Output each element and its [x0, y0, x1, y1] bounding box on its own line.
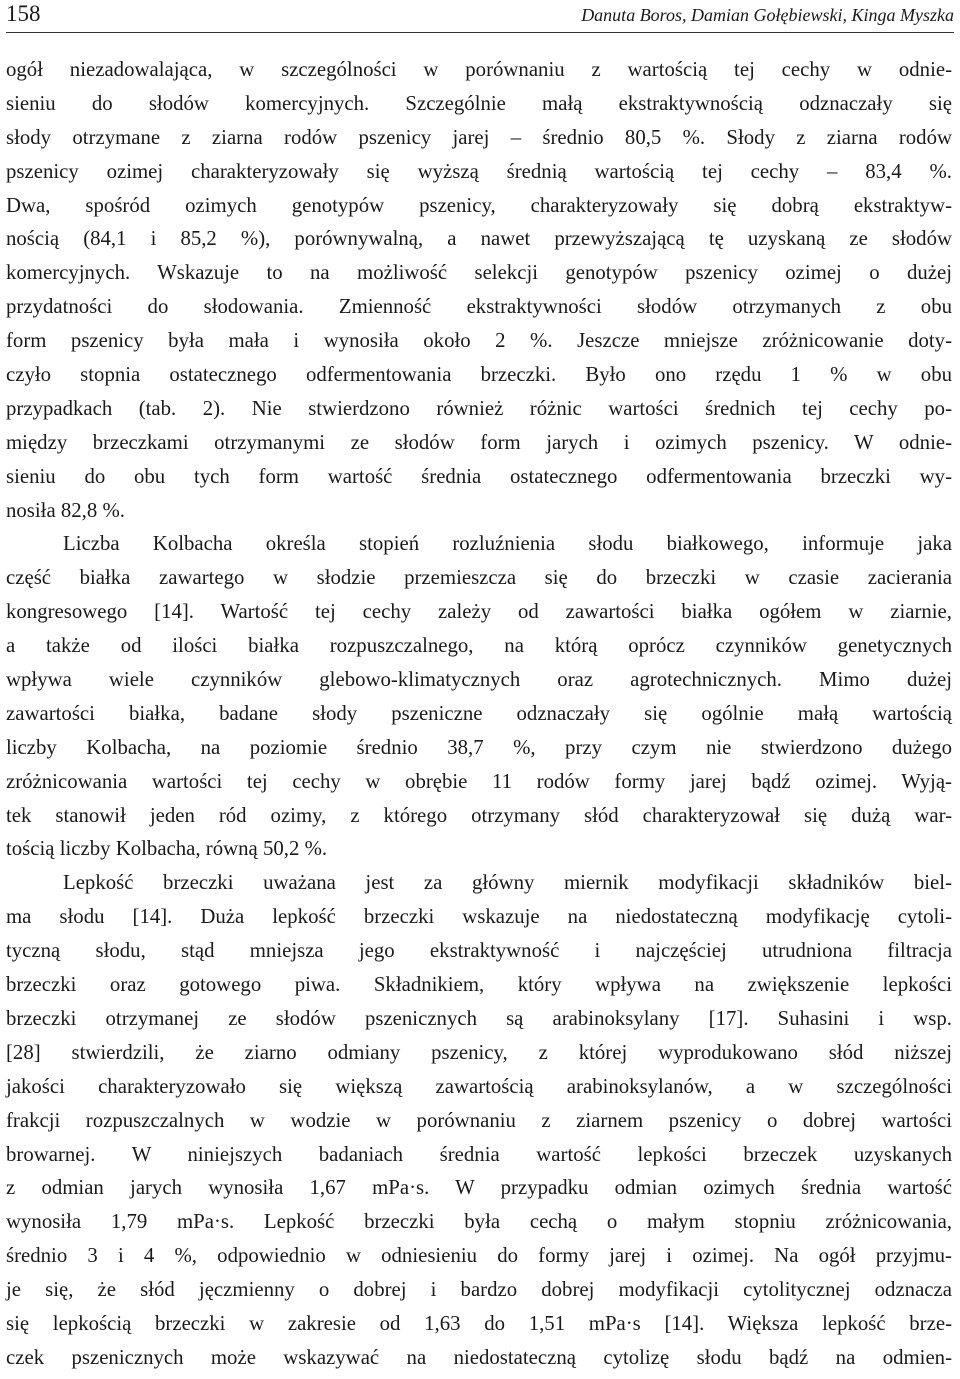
text-line: browarnej. W niniejszych badaniach średnia wartość lepkości brzeczek uzyskanych [6, 1142, 952, 1166]
text-line: część białka zawartego w słodzie przemieszcza się do brzeczki w czasie zacierania [6, 566, 952, 590]
text-line: wynosiła 1,79 mPa·s. Lepkość brzeczki była cechą o małym stopniu zróżnicowania, [6, 1210, 952, 1234]
text-line: form pszenicy była mała i wynosiła około 2 %. Jeszcze mniejsze zróżnicowanie doty- [6, 329, 952, 353]
text-line: przydatności do słodowania. Zmienność ekstraktywności słodów otrzymanych z obu [6, 295, 952, 319]
text-line: komercyjnych. Wskazuje to na możliwość selekcji genotypów pszenicy ozimej o dużej [6, 261, 952, 285]
text-line: zawartości białka, badane słody pszeniczne odznaczały się ogólnie małą wartością [6, 701, 952, 725]
text-line: jakości charakteryzowało się większą zawartością arabinoksylanów, a w szczególności [6, 1074, 952, 1098]
text-line: ogół niezadowalająca, w szczególności w porównaniu z wartością tej cechy w odnie- [6, 58, 952, 81]
running-head-authors: Danuta Boros, Damian Gołębiewski, Kinga Myszka [581, 5, 954, 25]
text-line: między brzeczkami otrzymanymi ze słodów form jarych i ozimych pszenicy. W odnie- [6, 430, 952, 454]
text-line: a także od ilości białka rozpuszczalnego, na którą oprócz czynników genetycznych [6, 634, 952, 658]
text-line: nosiła 82,8 %. [6, 498, 125, 522]
page-header [6, 0, 954, 33]
text-line: tością liczby Kolbacha, równą 50,2 %. [6, 837, 328, 861]
text-line: kongresowego [14]. Wartość tej cechy zależy od zawartości białka ogółem w ziarnie, [6, 600, 952, 624]
page-number: 158 [6, 1, 41, 26]
text-line: je się, że słód jęczmienny o dobrej i bardzo dobrej modyfikacji cytolitycznej odznacza [6, 1278, 952, 1302]
text-line: przypadkach (tab. 2). Nie stwierdzono również różnic wartości średnich tej cechy po- [6, 396, 952, 420]
text-line: sieniu do słodów komercyjnych. Szczególnie małą ekstraktywnością odznaczały się [6, 91, 952, 115]
text-line: słody otrzymane z ziarna rodów pszenicy jarej – średnio 80,5 %. Słody z ziarna rodów [6, 125, 952, 149]
text-line: tek stanowił jeden ród ozimy, z którego otrzymany słód charakteryzował się dużą war- [6, 803, 952, 827]
text-line: brzeczki otrzymanej ze słodów pszenicznych są arabinoksylany [17]. Suhasini i wsp. [6, 1006, 952, 1030]
text-line: frakcji rozpuszczalnych w wodzie w porównaniu z ziarnem pszenicy o dobrej wartości [6, 1108, 952, 1132]
text-line: [28] stwierdzili, że ziarno odmiany pszenicy, z której wyprodukowano słód niższej [6, 1040, 952, 1064]
text-line: się lepkością brzeczki w zakresie od 1,63 do 1,51 mPa·s [14]. Większa lepkość brze- [6, 1311, 952, 1335]
text-line: zróżnicowania wartości tej cechy w obrębie 11 rodów formy jarej bądź ozimej. Wyją- [6, 769, 952, 793]
text-line: czek pszenicznych może wskazywać na niedostateczną cytolizę słodu bądź na odmien- [6, 1345, 952, 1369]
text-line: Dwa, spośród ozimych genotypów pszenicy, charakteryzowały się dobrą ekstraktyw- [6, 193, 952, 217]
text-line: z odmian jarych wynosiła 1,67 mPa·s. W przypadku odmian ozimych średnia wartość [6, 1176, 952, 1200]
text-line: czyło stopnia ostatecznego odfermentowania brzeczki. Było ono rzędu 1 % w obu [6, 363, 952, 387]
paragraph-first-line: Liczba Kolbacha określa stopień rozluźnienia słodu białkowego, informuje jaka [63, 532, 952, 556]
text-line: nością (84,1 i 85,2 %), porównywalną, a nawet przewyższającą tę uzyskaną ze słodów [6, 227, 952, 251]
text-line: ma słodu [14]. Duża lepkość brzeczki wskazuje na niedostateczną modyfikację cytoli- [6, 905, 952, 929]
text-line: średnio 3 i 4 %, odpowiednio w odniesieniu do formy jarej i ozimej. Na ogół przyjmu- [6, 1244, 952, 1268]
text-line: liczby Kolbacha, na poziomie średnio 38,7 %, przy czym nie stwierdzono dużego [6, 735, 952, 759]
paragraph-first-line: Lepkość brzeczki uważana jest za główny miernik modyfikacji składników biel- [63, 871, 952, 895]
text-line: sieniu do obu tych form wartość średnia ostatecznego odfermentowania brzeczki wy- [6, 464, 952, 488]
text-line: tyczną słodu, stąd mniejsza jego ekstraktywność i najczęściej utrudniona filtracja [6, 939, 952, 963]
text-line: wpływa wiele czynników glebowo-klimatycznych oraz agrotechnicznych. Mimo dużej [6, 668, 952, 692]
text-line: pszenicy ozimej charakteryzowały się wyższą średnią wartością tej cechy – 83,4 %. [6, 159, 952, 183]
body-text [6, 53, 952, 1375]
text-line: brzeczki oraz gotowego piwa. Składnikiem, który wpływa na zwiększenie lepkości [6, 973, 952, 997]
